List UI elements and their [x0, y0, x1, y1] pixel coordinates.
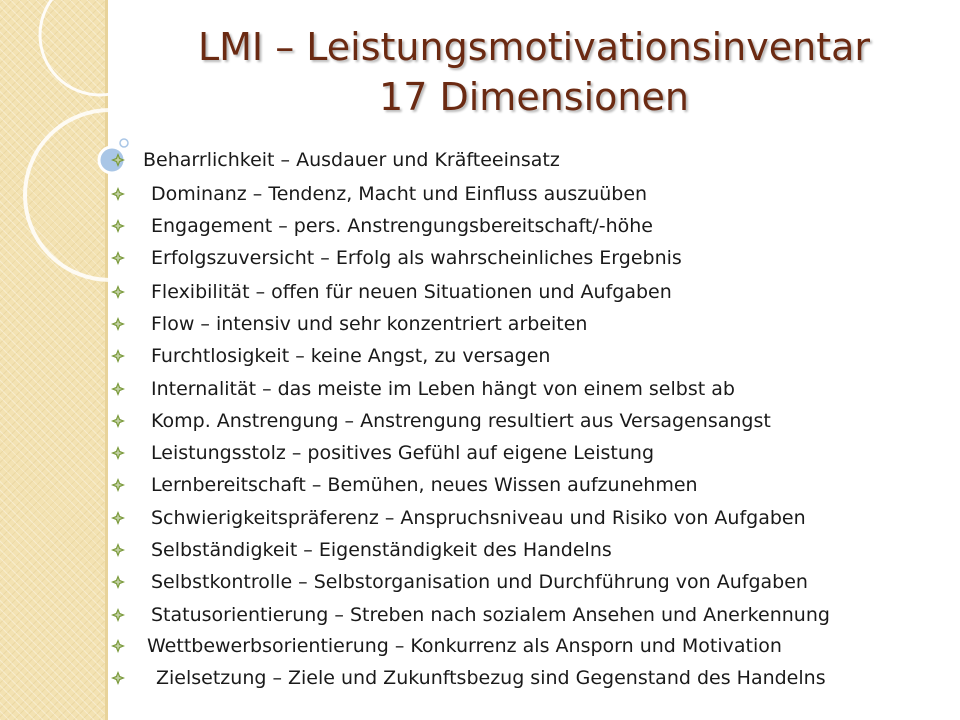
list-item-label: Wettbewerbsorientierung – Konkurrenz als Ansporn und Motivation	[147, 635, 782, 657]
diamond-bullet-icon	[110, 638, 126, 654]
list-item	[0, 409, 940, 435]
list-item	[0, 473, 940, 499]
list-item	[0, 506, 940, 532]
title-line-2: 17 Dimensionen	[379, 75, 689, 119]
list-item-label: Internalität – das meiste im Leben hängt von einem selbst ab	[151, 378, 735, 400]
list-item	[0, 280, 940, 306]
list-item-label: Selbstkontrolle – Selbstorganisation und Durchführung von Aufgaben	[151, 571, 808, 593]
list-item	[0, 634, 940, 660]
list-item	[0, 441, 940, 467]
diamond-bullet-icon	[110, 152, 126, 168]
diamond-bullet-icon	[110, 218, 126, 234]
diamond-bullet-icon	[110, 381, 126, 397]
list-item	[0, 377, 940, 403]
list-item	[0, 570, 940, 596]
list-item-label: Furchtlosigkeit – keine Angst, zu versagen	[151, 345, 551, 367]
diamond-bullet-icon	[110, 607, 126, 623]
diamond-bullet-icon	[110, 186, 126, 202]
list-item-label: Engagement – pers. Anstrengungsbereitschaft/-höhe	[151, 215, 653, 237]
list-item-label: Dominanz – Tendenz, Macht und Einfluss auszuüben	[151, 183, 648, 205]
list-item	[0, 182, 940, 208]
diamond-bullet-icon	[110, 413, 126, 429]
list-item	[0, 214, 940, 240]
diamond-bullet-icon	[110, 510, 126, 526]
diamond-bullet-icon	[110, 477, 126, 493]
list-item-label: Komp. Anstrengung – Anstrengung resultiert aus Versagensangst	[151, 410, 771, 432]
diamond-bullet-icon	[110, 670, 126, 686]
list-item	[0, 603, 940, 629]
list-item	[0, 246, 940, 272]
diamond-bullet-icon	[110, 348, 126, 364]
list-item	[0, 312, 940, 338]
list-item-label: Erfolgszuversicht – Erfolg als wahrscheinliches Ergebnis	[151, 247, 682, 269]
list-item	[0, 344, 940, 370]
list-item	[0, 148, 940, 174]
list-item-label: Zielsetzung – Ziele und Zukunftsbezug sind Gegenstand des Handelns	[156, 667, 826, 689]
list-item-label: Flow – intensiv und sehr konzentriert arbeiten	[151, 313, 588, 335]
diamond-bullet-icon	[110, 284, 126, 300]
list-item	[0, 666, 940, 692]
diamond-bullet-icon	[110, 250, 126, 266]
diamond-bullet-icon	[110, 316, 126, 332]
list-item-label: Selbständigkeit – Eigenständigkeit des Handelns	[151, 539, 612, 561]
list-item-label: Statusorientierung – Streben nach sozialem Ansehen und Anerkennung	[151, 604, 830, 626]
list-item-label: Lernbereitschaft – Bemühen, neues Wissen aufzunehmen	[151, 474, 698, 496]
diamond-bullet-icon	[110, 445, 126, 461]
diamond-bullet-icon	[110, 574, 126, 590]
title-line-1: LMI – Leistungsmotivationsinventar	[197, 25, 871, 69]
list-item-label: Schwierigkeitspräferenz – Anspruchsniveau und Risiko von Aufgaben	[151, 507, 806, 529]
list-item-label: Beharrlichkeit – Ausdauer und Kräfteeinsatz	[143, 149, 560, 171]
list-item-label: Leistungsstolz – positives Gefühl auf eigene Leistung	[151, 442, 654, 464]
list-item-label: Flexibilität – offen für neuen Situationen und Aufgaben	[151, 281, 672, 303]
list-item	[0, 538, 940, 564]
diamond-bullet-icon	[110, 542, 126, 558]
